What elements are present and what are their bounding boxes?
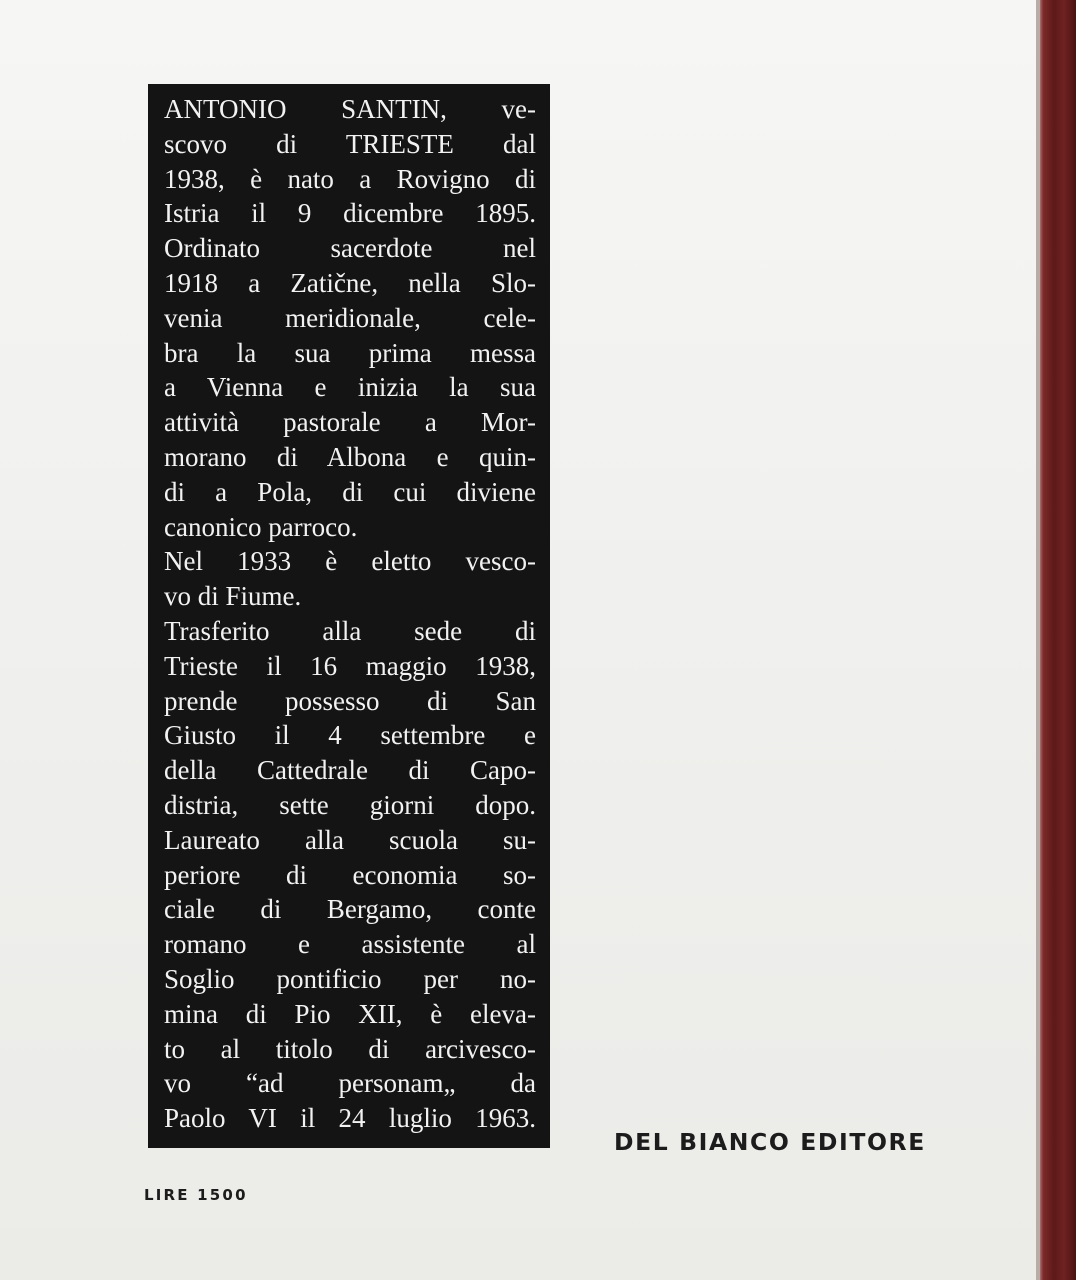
bio-line-6: 1918 a Zatične, nella Slo-: [164, 267, 536, 298]
bio-line-13: canonico parroco.: [164, 511, 358, 542]
bio-line-4: Istria il 9 dicembre 1895.: [164, 198, 536, 229]
bio-line-26: Soglio pontificio per no-: [164, 963, 536, 994]
bio-line-11: morano di Albona e quin-: [164, 441, 536, 472]
bio-line-17: Trieste il 16 maggio 1938,: [164, 650, 536, 681]
bio-line-27: mina di Pio XII, è eleva-: [164, 998, 536, 1029]
bio-line-28: to al titolo di arcivesco-: [164, 1033, 536, 1064]
bio-line-16: Trasferito alla sede di: [164, 615, 536, 646]
bio-line-20: della Cattedrale di Capo-: [164, 755, 536, 786]
author-bio-box: [148, 84, 550, 1148]
bio-line-2: scovo di TRIESTE dal: [164, 128, 536, 159]
spine-edge: [1036, 0, 1076, 1280]
price-label: LIRE 1500: [144, 1186, 248, 1204]
bio-line-30: Paolo VI il 24 luglio 1963.: [164, 1103, 536, 1134]
bio-line-19: Giusto il 4 settembre e: [164, 720, 536, 751]
bio-line-1: ANTONIO SANTIN, ve-: [164, 94, 536, 124]
bio-line-9: a Vienna e inizia la sua: [164, 372, 536, 403]
bio-line-29: vo “ad personam„ da: [164, 1068, 536, 1099]
bio-line-5: Ordinato sacerdote nel: [164, 233, 536, 264]
bio-line-21: distria, sette giorni dopo.: [164, 789, 536, 820]
bio-line-25: romano e assistente al: [164, 929, 536, 960]
bio-line-18: prende possesso di San: [164, 685, 536, 716]
bio-line-8: bra la sua prima messa: [164, 337, 536, 368]
bio-line-14: Nel 1933 è eletto vesco-: [164, 546, 536, 577]
bio-line-3: 1938, è nato a Rovigno di: [164, 163, 536, 194]
bio-line-22: Laureato alla scuola su-: [164, 824, 536, 855]
bio-line-23: periore di economia so-: [164, 859, 536, 890]
bio-line-10: attività pastorale a Mor-: [164, 407, 536, 438]
bio-line-7: venia meridionale, cele-: [164, 302, 536, 333]
bio-line-12: di a Pola, di cui diviene: [164, 476, 536, 507]
publisher-name: DEL BIANCO EDITORE: [614, 1128, 926, 1156]
bio-line-15: vo di Fiume.: [164, 581, 302, 612]
bio-line-24: ciale di Bergamo, conte: [164, 894, 536, 925]
